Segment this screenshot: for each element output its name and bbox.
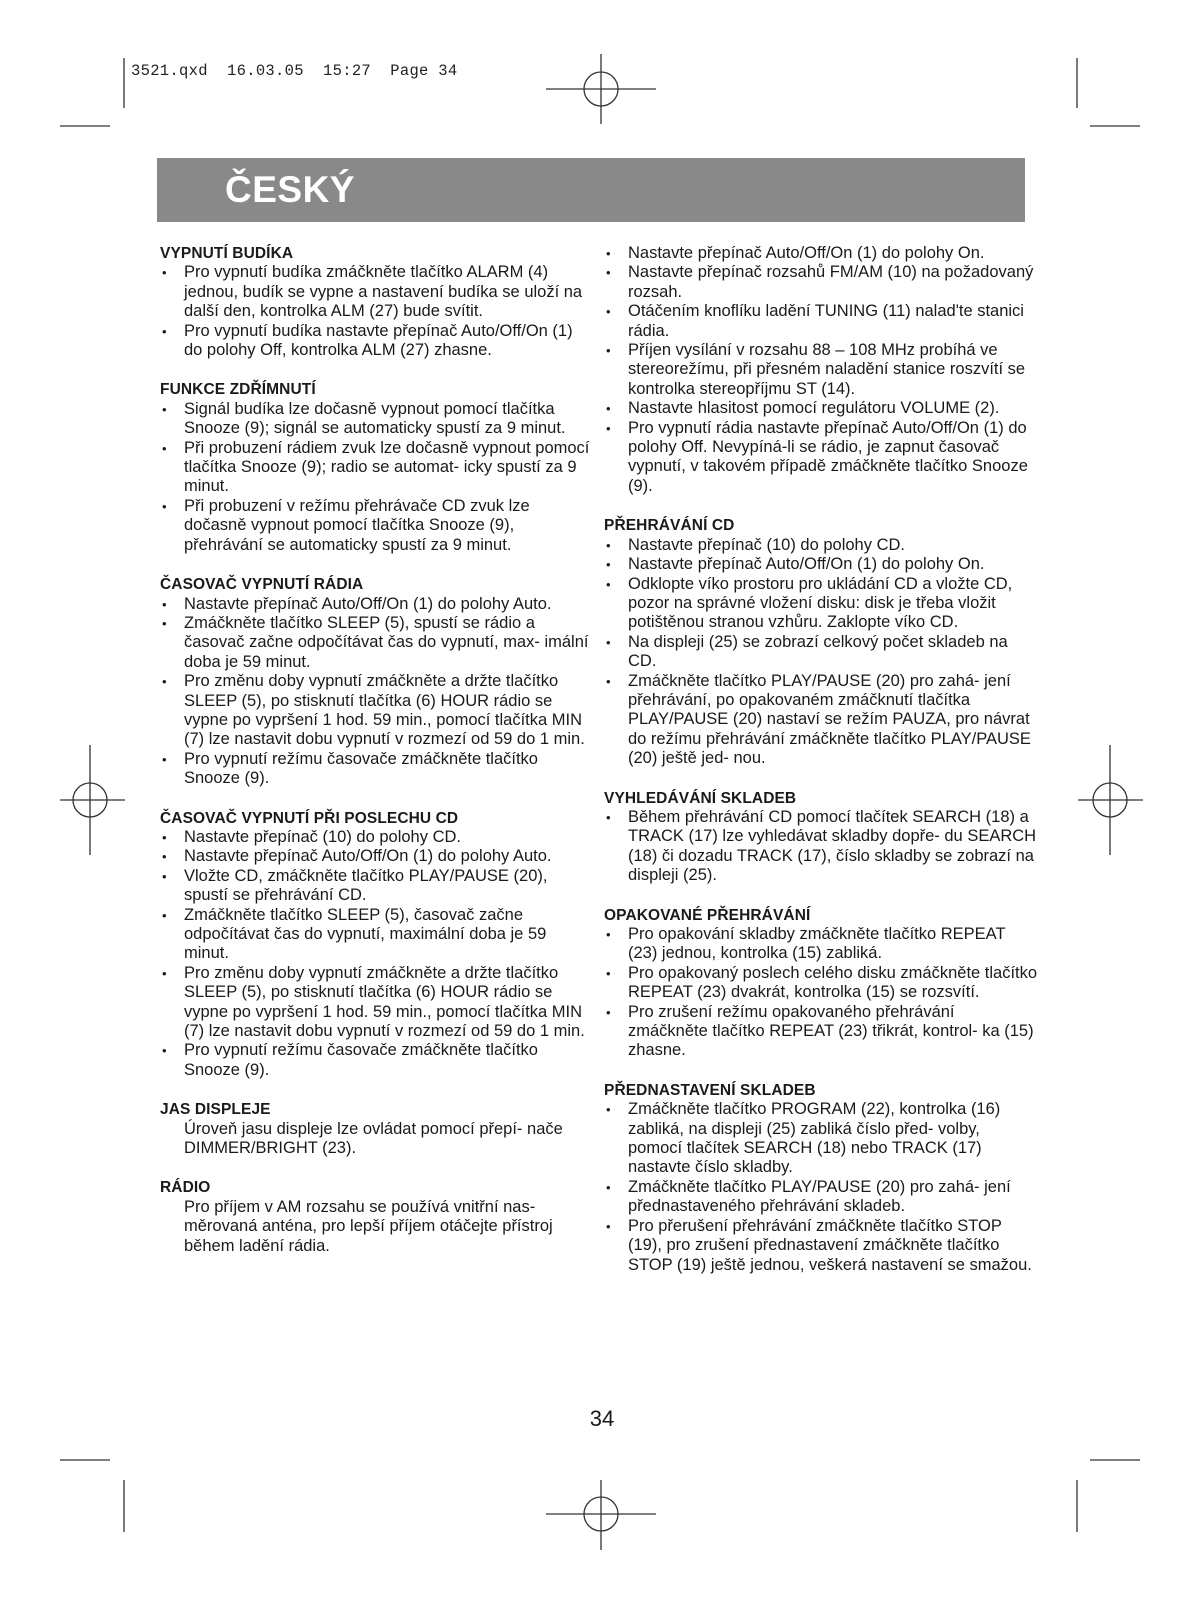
list-item: • Pro zrušení režímu opakovaného přehrávání zmáčkněte tlačítko REPEAT (23) třikrát, kontrol- ka (15) zhasne. <box>604 1003 1038 1061</box>
section-heading: FUNKCE ZDŘÍMNUTÍ <box>160 381 316 399</box>
section <box>160 1100 590 1158</box>
section-heading: RÁDIO <box>160 1179 211 1197</box>
list-item: • Zmáčkněte tlačítko PROGRAM (22), kontrolka (16) zabliká, na displeji (25) zabliká číslo před- volby, pomocí tlačítek SEARCH (18) nebo TRACK (17) nastavte číslo skladby. <box>604 1100 1038 1178</box>
bullet-list <box>604 536 1038 769</box>
bullet-list <box>160 595 590 789</box>
list-item: • Nastavte přepínač Auto/Off/On (1) do polohy On. <box>604 555 1038 574</box>
bullet-list <box>160 263 590 360</box>
right-column <box>604 244 1038 1295</box>
list-item: • Signál budíka lze dočasně vypnout pomocí tlačítka Snooze (9); signál se automaticky spustí za 9 minut. <box>160 400 590 439</box>
list-item: • Pro opakovaný poslech celého disku zmáčkněte tlačítko REPEAT (23) dvakrát, kontrolka (15) se rozsvítí. <box>604 964 1038 1003</box>
list-item: • Zmáčkněte tlačítko SLEEP (5), spustí se rádio a časovač začne odpočítávat čas do vypnutí, max- imální doba je 59 minut. <box>160 614 590 672</box>
section-heading: VYPNUTÍ BUDÍKA <box>160 245 294 262</box>
section <box>160 1178 590 1256</box>
list-item: • Nastavte hlasitost pomocí regulátoru VOLUME (2). <box>604 399 1038 418</box>
list-item: • Pro přerušení přehrávání zmáčkněte tlačítko STOP (19), pro zrušení přednastavení zmáčkněte tlačítko STOP (19) ještě jednou, veškerá nastavení se smažou. <box>604 1217 1038 1275</box>
section-heading: ČASOVAČ VYPNUTÍ RÁDIA <box>160 576 364 594</box>
list-item: • Vložte CD, zmáčkněte tlačítko PLAY/PAUSE (20), spustí se přehrávání CD. <box>160 867 590 906</box>
list-item: • Pro vypnutí režímu časovače zmáčkněte tlačítko Snooze (9). <box>160 1041 590 1080</box>
list-item: • Na displeji (25) se zobrazí celkový počet skladeb na CD. <box>604 633 1038 672</box>
list-item: • Pro vypnutí režímu časovače zmáčkněte tlačítko Snooze (9). <box>160 750 590 789</box>
left-column <box>160 244 590 1276</box>
section <box>604 516 1038 768</box>
list-item: • Pro vypnutí rádia nastavte přepínač Auto/Off/On (1) do polohy Off. Nevypíná-li se rádio, je zapnut časovač vypnutí, v takovém případě zmáčkněte tlačítko Snooze (9). <box>604 419 1038 497</box>
list-item: • Nastavte přepínač Auto/Off/On (1) do polohy Auto. <box>160 847 590 866</box>
list-item: • Pro vypnutí budíka zmáčkněte tlačítko ALARM (4) jednou, budík se vypne a nastavení budíka se uloží na další den, kontrolka ALM (27) bude svítit. <box>160 263 590 321</box>
bullet-list <box>604 925 1038 1061</box>
registration-mark-left <box>60 745 125 855</box>
section-heading: ČASOVAČ VYPNUTÍ PŘI POSLECHU CD <box>160 809 459 827</box>
section-heading: PŘEDNASTAVENÍ SKLADEB <box>604 1081 816 1099</box>
section <box>160 575 590 788</box>
list-item: • Nastavte přepínač Auto/Off/On (1) do polohy Auto. <box>160 595 590 614</box>
list-item: • Nastavte přepínač rozsahů FM/AM (10) na požadovaný rozsah. <box>604 263 1038 302</box>
list-item: • Nastavte přepínač Auto/Off/On (1) do polohy On. <box>604 244 1038 263</box>
section <box>604 1081 1038 1275</box>
list-item: • Pro změnu doby vypnutí zmáčkněte a držte tlačítko SLEEP (5), po stisknutí tlačítka (6) HOUR rádio se vypne po vypršení 1 hod. 59 min., pomocí tlačítka MIN (7) lze nastavit dobu vypnutí v rozmezí od 59 do 1 min. <box>160 672 590 750</box>
print-slug: 3521.qxd 16.03.05 15:27 Page 34 <box>131 62 458 80</box>
page-title: ČESKÝ <box>225 169 355 210</box>
bullet-list <box>160 400 590 555</box>
section-heading: OPAKOVANÉ PŘEHRÁVÁNÍ <box>604 906 811 924</box>
page-number: 34 <box>589 1406 615 1431</box>
paragraph: Úroveň jasu displeje lze ovládat pomocí přepí- nače DIMMER/BRIGHT (23). <box>184 1119 563 1158</box>
section <box>604 244 1038 496</box>
list-item: • Pro opakování skladby zmáčkněte tlačítko REPEAT (23) jednou, kontrolka (15) zabliká. <box>604 925 1038 964</box>
language-banner <box>157 158 1025 222</box>
list-item: • Otáčením knoflíku ladění TUNING (11) nalad'te stanici rádia. <box>604 302 1038 341</box>
bullet-list <box>604 808 1038 886</box>
list-item: • Během přehrávání CD pomocí tlačítek SEARCH (18) a TRACK (17) lze vyhledávat skladby dopře- du SEARCH (18) či dozadu TRACK (17), číslo skladby se zobrazí na displeji (25). <box>604 808 1038 886</box>
section <box>604 789 1038 886</box>
bullet-list <box>160 828 590 1080</box>
section <box>604 906 1038 1061</box>
registration-mark-top <box>546 54 656 124</box>
registration-mark-bottom <box>546 1480 656 1550</box>
section-heading: PŘEHRÁVÁNÍ CD <box>604 517 735 535</box>
list-item: • Zmáčkněte tlačítko PLAY/PAUSE (20) pro zahá- jení přednastaveného přehrávání skladeb. <box>604 1178 1038 1217</box>
list-item: • Pro změnu doby vypnutí zmáčkněte a držte tlačítko SLEEP (5), po stisknutí tlačítka (6) HOUR rádio se vypne po vypršení 1 hod. 59 min., pomocí tlačítka MIN (7) lze nastavit dobu vypnutí v rozmezí od 59 do 1 min. <box>160 964 590 1042</box>
list-item: • Pro vypnutí budíka nastavte přepínač Auto/Off/On (1) do polohy Off, kontrolka ALM (27) zhasne. <box>160 322 590 361</box>
list-item: • Zmáčkněte tlačítko SLEEP (5), časovač začne odpočítávat čas do vypnutí, maximální doba je 59 minut. <box>160 906 590 964</box>
list-item: • Nastavte přepínač (10) do polohy CD. <box>160 828 590 847</box>
section-heading: JAS DISPLEJE <box>160 1101 271 1119</box>
section <box>160 809 590 1081</box>
list-item: • Při probuzení v režímu přehrávače CD zvuk lze dočasně vypnout pomocí tlačítka Snooze (9), přehrávání se automaticky spustí za 9 minut. <box>160 497 590 555</box>
paragraph: Pro příjem v AM rozsahu se používá vnitřní nas- měrovaná anténa, pro lepší příjem otáčejte přístroj během ladění rádia. <box>184 1197 553 1255</box>
list-item: • Při probuzení rádiem zvuk lze dočasně vypnout pomocí tlačítka Snooze (9); radio se automat- icky spustí za 9 minut. <box>160 439 590 497</box>
registration-mark-right <box>1078 745 1143 855</box>
bullet-list <box>604 244 1038 496</box>
list-item: • Odklopte víko prostoru pro ukládání CD a vložte CD, pozor na správné vložení disku: disk je třeba vložit potištěnou stranou vzhůru. Zaklopte víko CD. <box>604 575 1038 633</box>
list-item: • Nastavte přepínač (10) do polohy CD. <box>604 536 1038 555</box>
section <box>160 380 590 555</box>
list-item: • Příjen vysílání v rozsahu 88 – 108 MHz probíhá ve stereorežímu, při přesném naladění stanice roszvítí se kontrolka stereopříjmu ST (14). <box>604 341 1038 399</box>
list-item: • Zmáčkněte tlačítko PLAY/PAUSE (20) pro zahá- jení přehrávání, po opakovaném zmáčknutí tlačítka PLAY/PAUSE (20) nastaví se režím PAUZA, pro návrat do režímu přehrávání zmáčkněte tlačítko PLAY/PAUSE (20) ještě jed- nou. <box>604 672 1038 769</box>
bullet-list <box>604 1100 1038 1275</box>
section-heading: VYHLEDÁVÁNÍ SKLADEB <box>604 789 797 807</box>
section <box>160 244 590 360</box>
